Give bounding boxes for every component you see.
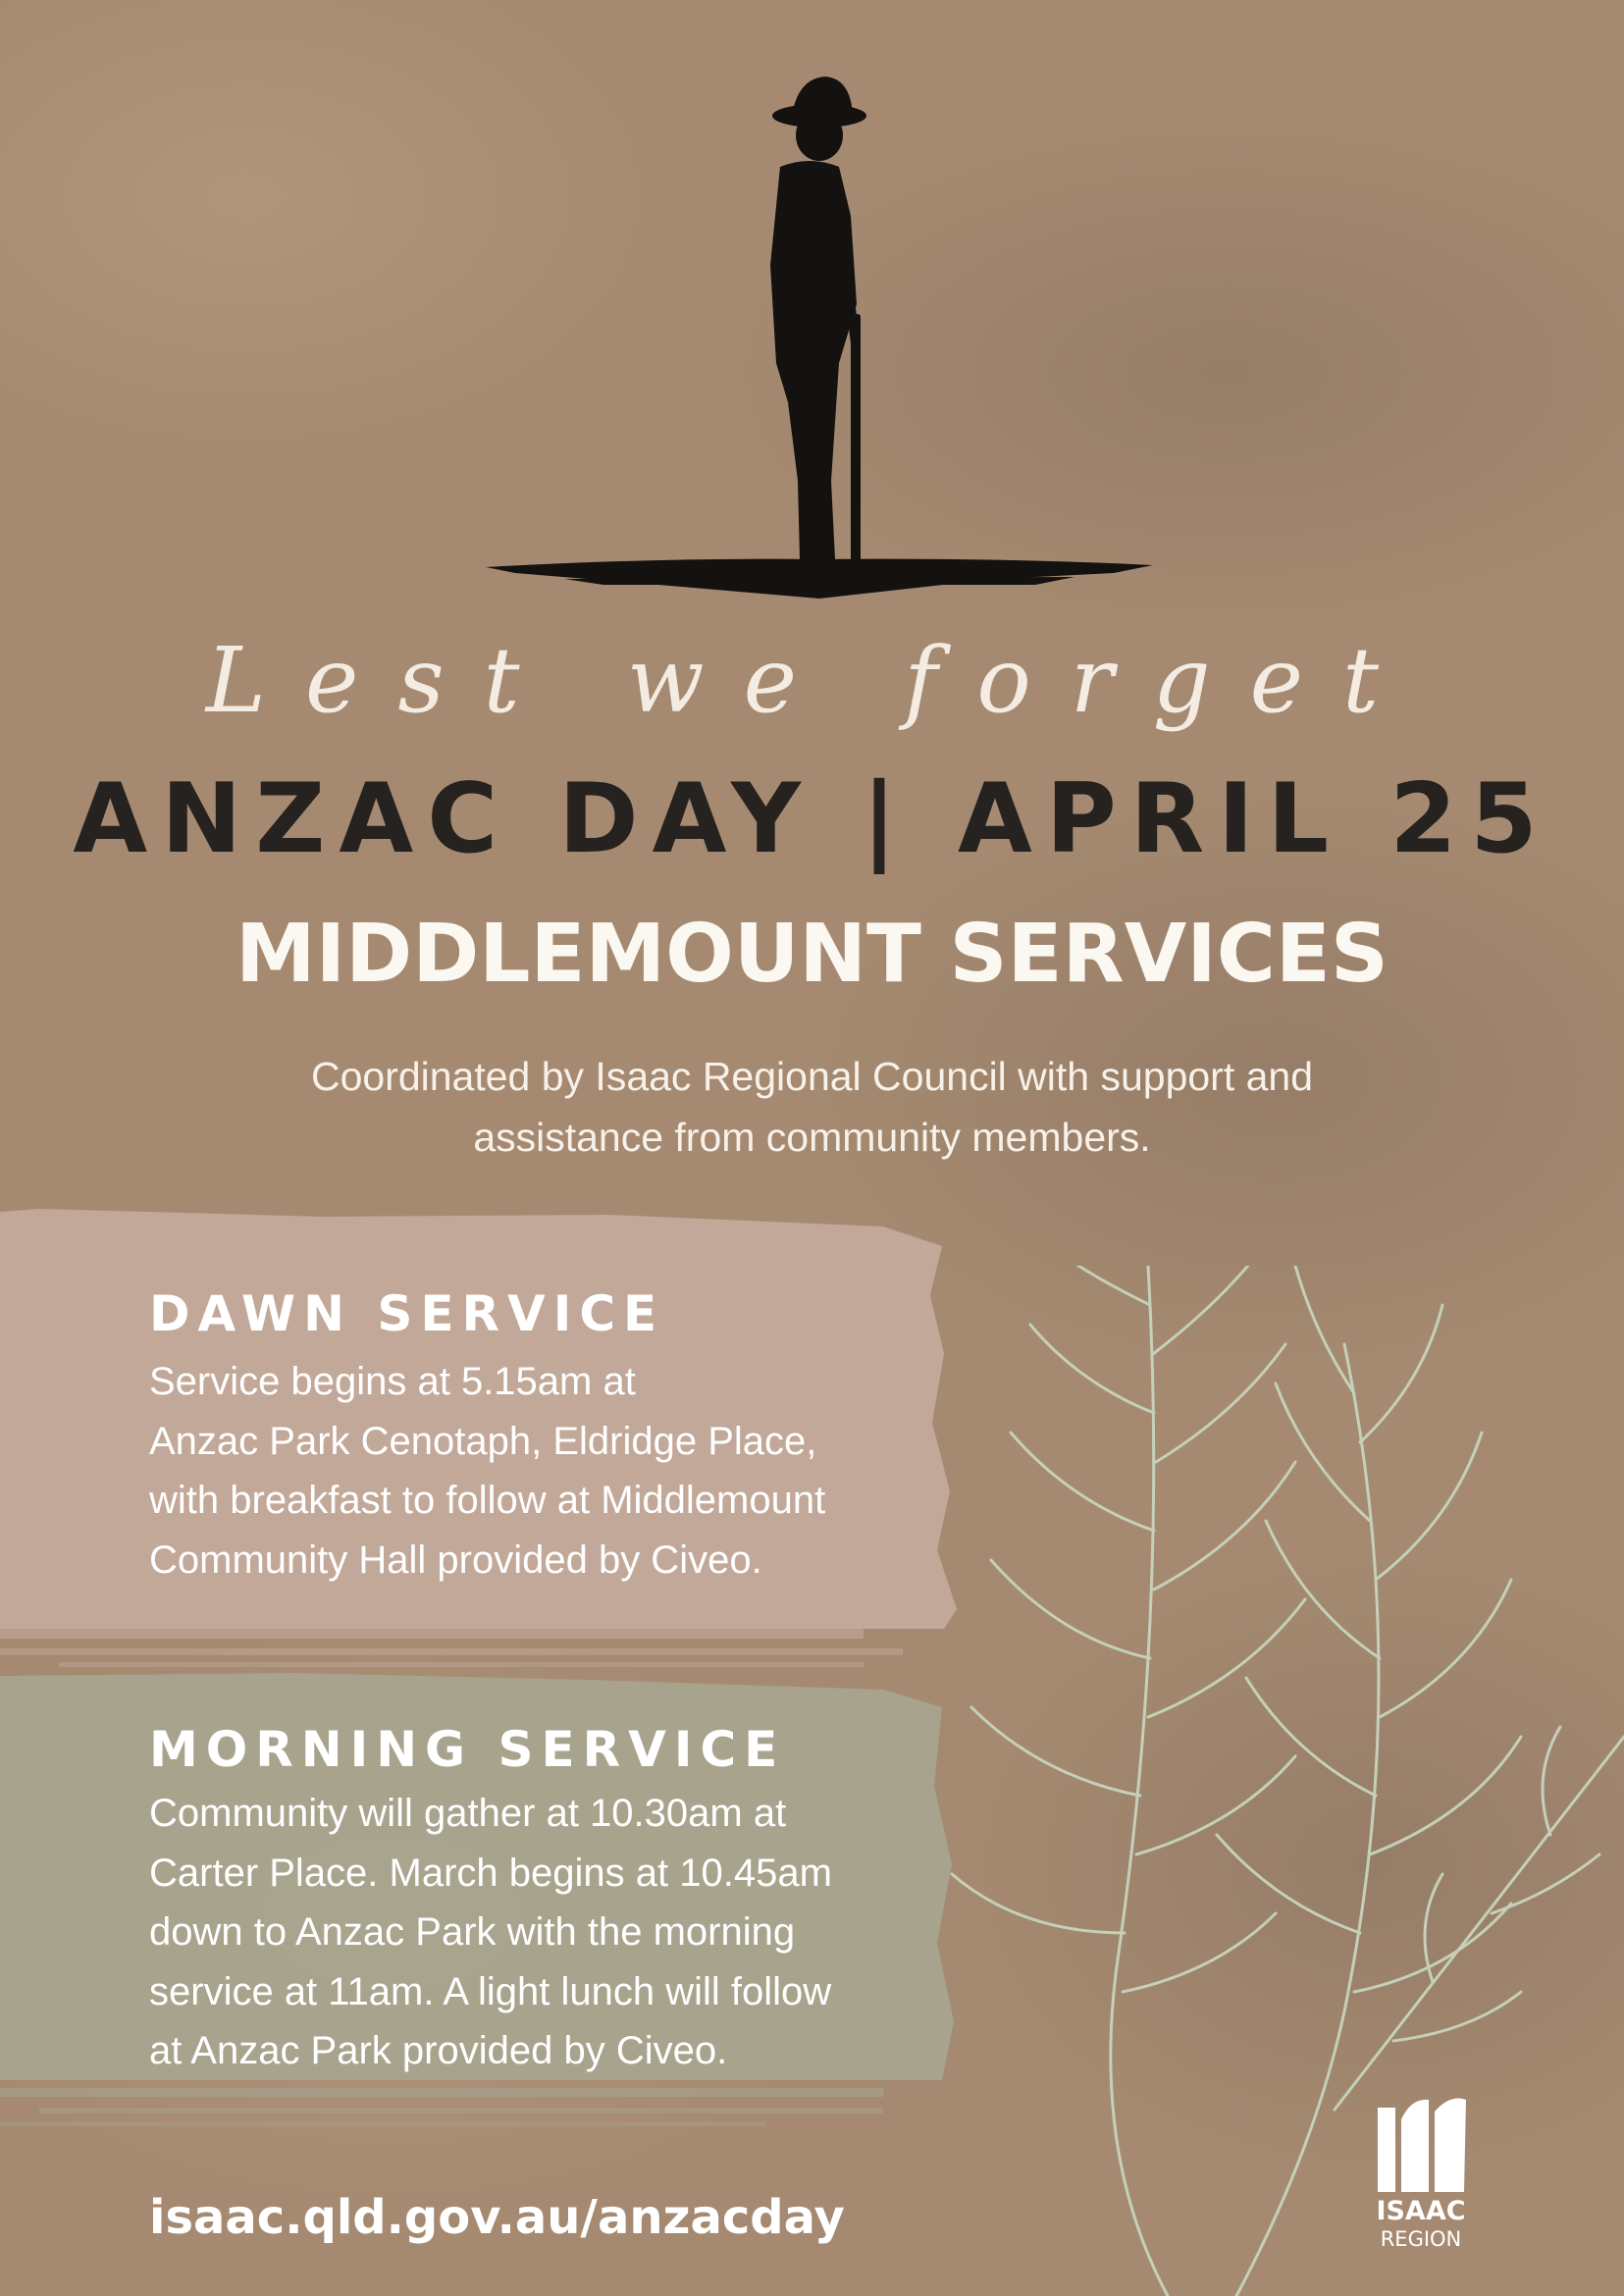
dawn-line: with breakfast to follow at Middlemount: [149, 1479, 826, 1522]
page-subtitle: MIDDLEMOUNT SERVICES: [236, 908, 1388, 1001]
morning-line: Community will gather at 10.30am at: [149, 1792, 787, 1835]
dawn-service-body: [149, 1352, 825, 1590]
page-title: ANZAC DAY | APRIL 25: [73, 763, 1551, 875]
morning-line: down to Anzac Park with the morning: [149, 1910, 796, 1954]
dawn-service-title: DAWN SERVICE: [149, 1285, 665, 1342]
lest-we-forget-tagline: Lest we forget: [205, 628, 1419, 733]
logo-region: REGION: [1380, 2227, 1462, 2251]
dawn-line: Service begins at 5.15am at: [149, 1360, 636, 1403]
intro-line: assistance from community members.: [473, 1115, 1151, 1160]
intro-line: Coordinated by Isaac Regional Council with support and: [310, 1054, 1314, 1099]
morning-line: Carter Place. March begins at 10.45am: [149, 1851, 832, 1895]
soldier-silhouette-icon: [486, 69, 1153, 618]
wattle-sprig-icon: [922, 1266, 1624, 2296]
morning-line: at Anzac Park provided by Civeo.: [149, 2029, 728, 2072]
website-link[interactable]: isaac.qld.gov.au/anzacday: [149, 2190, 845, 2245]
morning-service-body: [149, 1784, 832, 2081]
dawn-line: Anzac Park Cenotaph, Eldridge Place,: [149, 1419, 817, 1463]
intro-text: [0, 1046, 1624, 1168]
logo-name: ISAAC: [1376, 2196, 1466, 2226]
morning-line: service at 11am. A light lunch will follow: [149, 1969, 832, 2013]
morning-service-title: MORNING SERVICE: [149, 1721, 786, 1778]
dawn-line: Community Hall provided by Civeo.: [149, 1538, 762, 1582]
